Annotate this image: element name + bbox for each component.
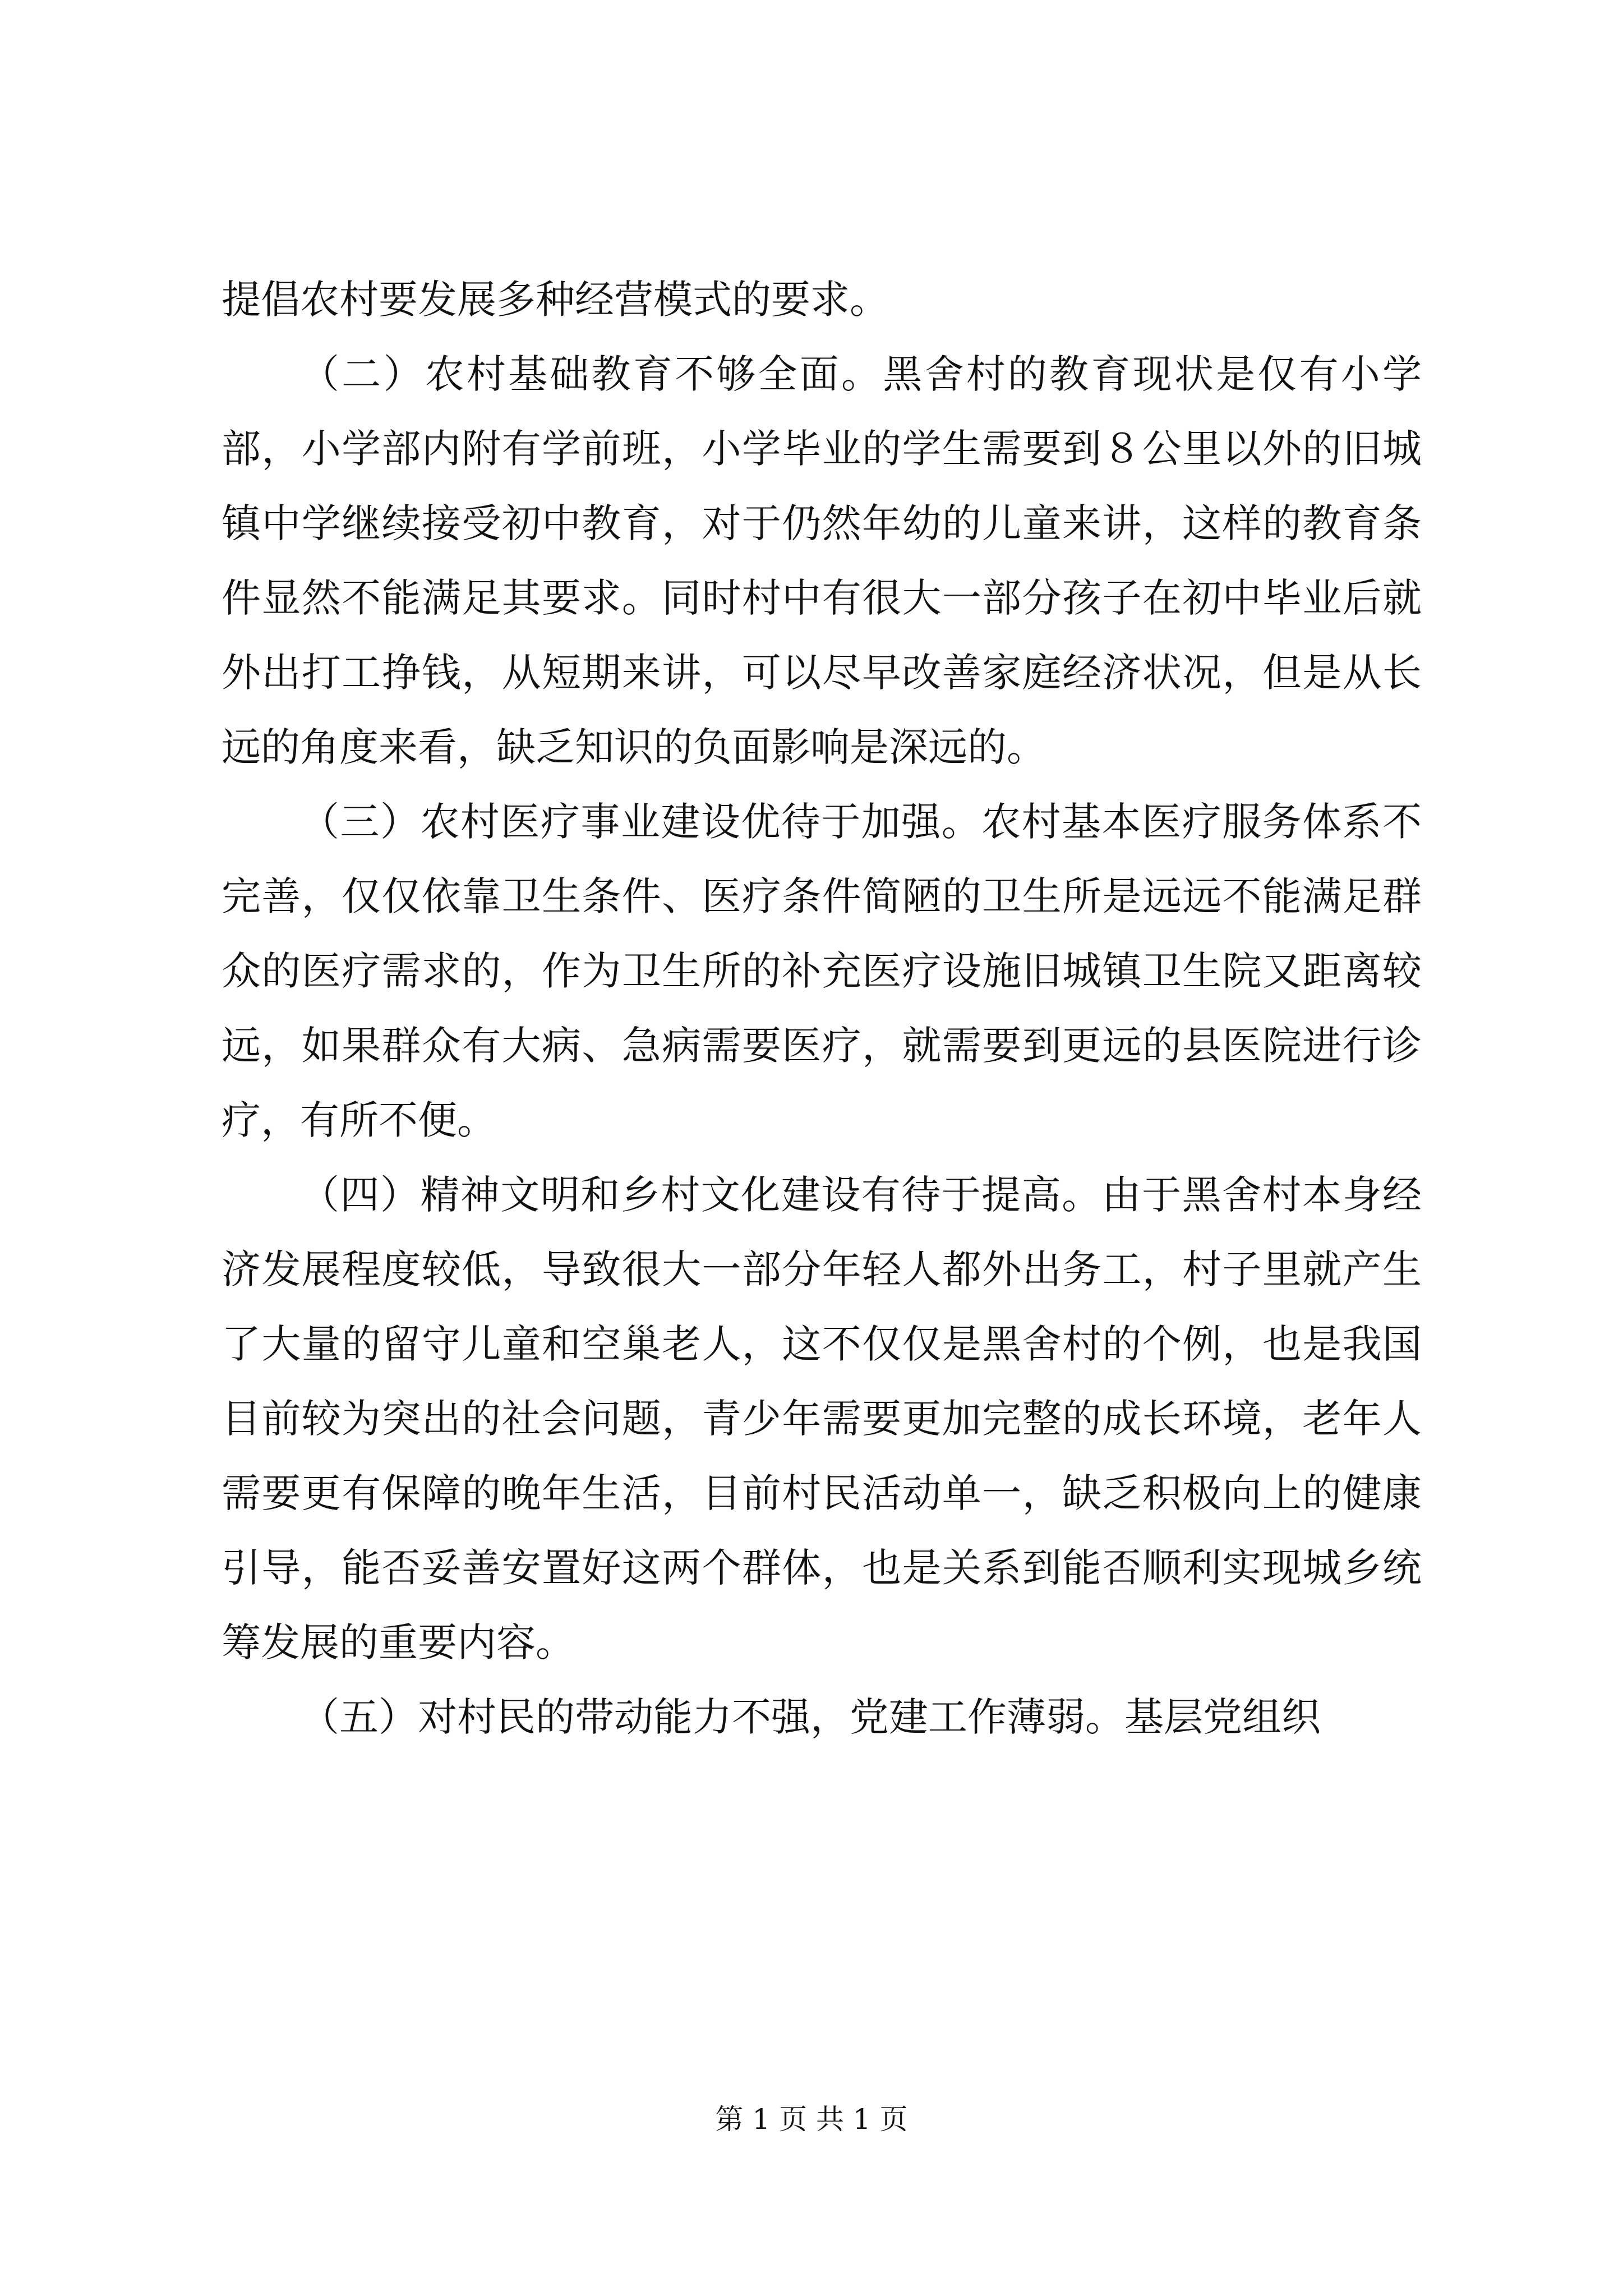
- paragraph-section-3-medical: （三）农村医疗事业建设优待于加强。农村基本医疗服务体系不完善，仅仅依靠卫生条件、医疗条件简陋的卫生所是远远不能满足群众的医疗需求的，作为卫生所的补充医疗设施旧城镇卫生院又距离较远，如果群众有大病、急病需要医疗，就需要到更远的县医院进行诊疗，有所不便。: [222, 799, 1422, 1143]
- page-number-footer: 第 1 页 共 1 页: [715, 2103, 908, 2136]
- paragraph-section-4-culture: （四）精神文明和乡村文化建设有待于提高。由于黑舍村本身经济发展程度较低，导致很大一部分年轻人都外出务工，村子里就产生了大量的留守儿童和空巢老人，这不仅仅是黑舍村的个例，也是我国目前较为突出的社会问题，青少年需要更加完整的成长环境，老年人需要更有保障的晚年生活，目前村民活动单一，缺乏积极向上的健康引导，能否妥善安置好这两个群体，也是关系到能否顺利实现城乡统筹发展的重要内容。: [222, 1172, 1422, 1665]
- paragraph-section-2-education: （二）农村基础教育不够全面。黑舍村的教育现状是仅有小学部，小学部内附有学前班，小学毕业的学生需要到８公里以外的旧城镇中学继续接受初中教育，对于仍然年幼的儿童来讲，这样的教育条件显然不能满足其要求。同时村中有很大一部分孩子在初中毕业后就外出打工挣钱，从短期来讲，可以尽早改善家庭经济状况，但是从长远的角度来看，缺乏知识的负面影响是深远的。: [222, 351, 1422, 770]
- paragraph-continuation: 提倡农村要发展多种经营模式的要求。: [222, 277, 889, 323]
- paragraph-section-5-party: （五）对村民的带动能力不强，党建工作薄弱。基层党组织: [300, 1694, 1321, 1740]
- document-body: [222, 263, 1422, 1755]
